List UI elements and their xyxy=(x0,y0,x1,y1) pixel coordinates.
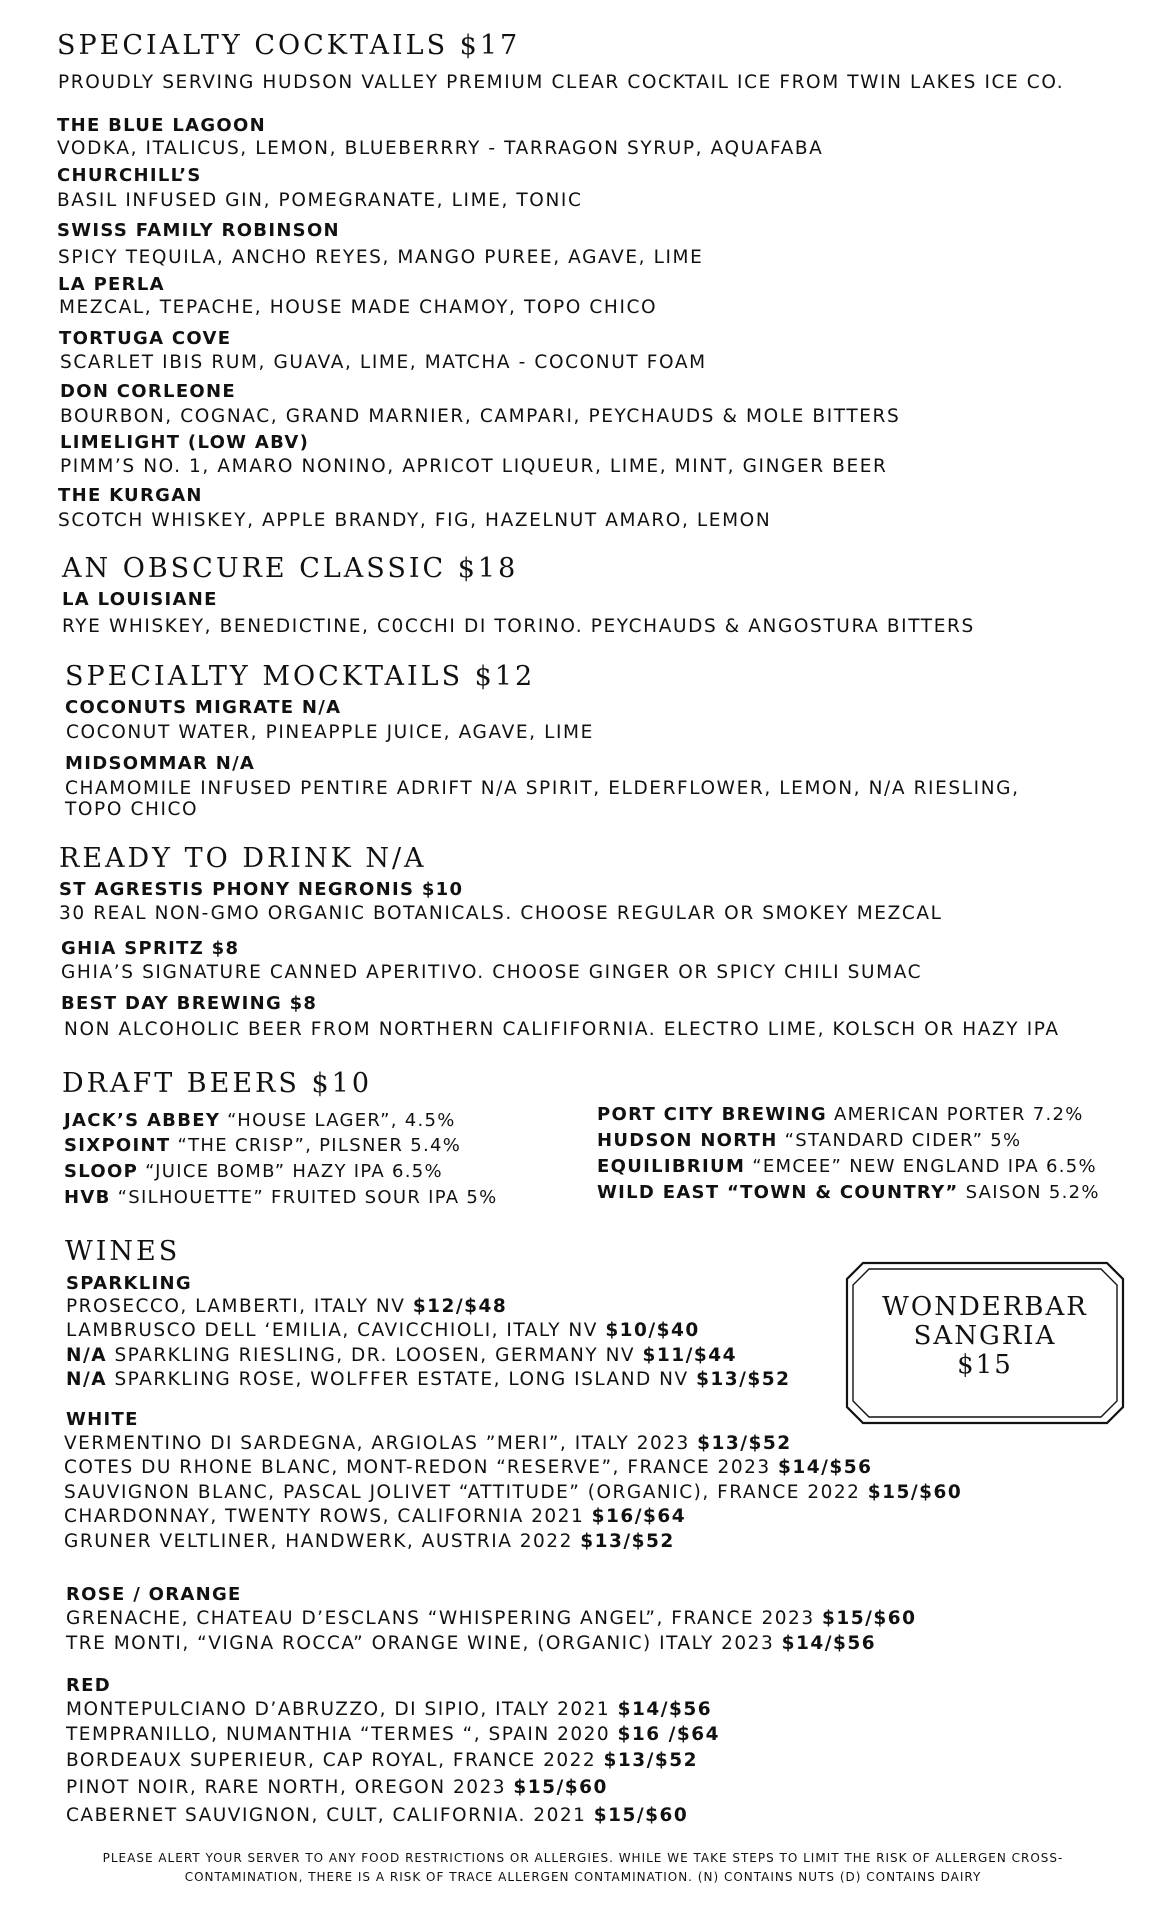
sangria-line1: WONDERBAR xyxy=(882,1292,1088,1322)
cocktail-desc: SCARLET IBIS RUM, GUAVA, LIME, MATCHA - COCONUT FOAM xyxy=(60,352,707,373)
beer-item xyxy=(597,1156,1097,1177)
mocktail-name: COCONUTS MIGRATE N/A xyxy=(65,697,342,718)
beer-item xyxy=(64,1110,456,1131)
rtd-desc: GHIA’S SIGNATURE CANNED APERITIVO. CHOOSE GINGER OR SPICY CHILI SUMAC xyxy=(61,962,923,983)
beer-details: “HOUSE LAGER”, 4.5% xyxy=(220,1110,456,1131)
cocktail-name: TORTUGA COVE xyxy=(59,328,232,349)
wine-item xyxy=(66,1699,712,1720)
mocktail-desc: COCONUT WATER, PINEAPPLE JUICE, AGAVE, LIME xyxy=(66,722,594,743)
cocktails-subheading: PROUDLY SERVING HUDSON VALLEY PREMIUM CLEAR COCKTAIL ICE FROM TWIN LAKES ICE CO. xyxy=(58,72,1065,93)
allergy-notice-line1: PLEASE ALERT YOUR SERVER TO ANY FOOD RESTRICTIONS OR ALLERGIES. WHILE WE TAKE STEPS TO LIMIT THE RISK OF ALLERGEN CROSS- xyxy=(102,1851,1064,1865)
wine-text: BORDEAUX SUPERIEUR, CAP ROYAL, FRANCE 2022 xyxy=(66,1750,604,1771)
wine-price: $13/$52 xyxy=(603,1750,699,1771)
wine-text: MONTEPULCIANO D’ABRUZZO, DI SIPIO, ITALY 2021 xyxy=(66,1699,618,1720)
wine-item xyxy=(64,1531,675,1552)
wine-text: GRENACHE, CHATEAU D’ESCLANS “WHISPERING ANGEL”, FRANCE 2023 xyxy=(66,1608,822,1629)
sangria-line2: SANGRIA xyxy=(913,1321,1057,1351)
beer-brand: HUDSON NORTH xyxy=(597,1130,778,1151)
wine-item xyxy=(64,1433,792,1454)
mocktail-name: MIDSOMMAR N/A xyxy=(65,753,256,774)
wine-price: $11/$44 xyxy=(642,1345,737,1366)
beer-brand: SIXPOINT xyxy=(64,1135,171,1156)
beer-brand: EQUILIBRIUM xyxy=(597,1156,746,1177)
classic-heading: AN OBSCURE CLASSIC $18 xyxy=(62,553,519,584)
wine-item xyxy=(66,1805,688,1826)
wine-category-red: RED xyxy=(66,1675,111,1696)
wine-na-tag: N/A xyxy=(66,1345,108,1366)
wine-item xyxy=(66,1777,608,1798)
rtd-desc: 30 REAL NON-GMO ORGANIC BOTANICALS. CHOOSE REGULAR OR SMOKEY MEZCAL xyxy=(59,903,943,924)
beer-brand: PORT CITY BREWING xyxy=(597,1104,827,1125)
beer-details: “THE CRISP”, PILSNER 5.4% xyxy=(170,1135,462,1156)
sangria-price: $15 xyxy=(957,1350,1013,1380)
wine-item xyxy=(64,1457,873,1478)
wines-heading: WINES xyxy=(65,1236,181,1267)
cocktail-desc: SPICY TEQUILA, ANCHO REYES, MANGO PUREE, AGAVE, LIME xyxy=(58,247,704,268)
cocktail-desc: BASIL INFUSED GIN, POMEGRANATE, LIME, TONIC xyxy=(57,190,583,211)
mocktails-heading: SPECIALTY MOCKTAILS $12 xyxy=(65,661,536,692)
wine-na-tag: N/A xyxy=(66,1369,108,1390)
wine-text: PINOT NOIR, RARE NORTH, OREGON 2023 xyxy=(66,1777,514,1798)
beer-item xyxy=(597,1182,1100,1203)
rtd-name: BEST DAY BREWING $8 xyxy=(61,993,318,1014)
wine-item xyxy=(66,1750,698,1771)
wine-category-sparkling: SPARKLING xyxy=(66,1273,192,1294)
wine-price: $16/$64 xyxy=(591,1506,687,1527)
wine-text: SPARKLING RIESLING, DR. LOOSEN, GERMANY NV xyxy=(107,1345,643,1366)
rtd-name: ST AGRESTIS PHONY NEGRONIS $10 xyxy=(59,879,464,900)
beers-heading: DRAFT BEERS $10 xyxy=(62,1068,373,1099)
wine-price: $13/$52 xyxy=(696,1369,791,1390)
beer-details: AMERICAN PORTER 7.2% xyxy=(826,1104,1084,1125)
beer-brand: JACK’S ABBEY xyxy=(64,1110,221,1131)
wine-price: $15/$60 xyxy=(821,1608,917,1629)
wine-item xyxy=(64,1482,962,1503)
beer-item xyxy=(597,1130,1021,1151)
wine-price: $15/$60 xyxy=(513,1777,608,1798)
wine-text: SAUVIGNON BLANC, PASCAL JOLIVET “ATTITUDE” (ORGANIC), FRANCE 2022 xyxy=(64,1482,868,1503)
cocktail-desc: MEZCAL, TEPACHE, HOUSE MADE CHAMOY, TOPO CHICO xyxy=(59,297,658,318)
beer-brand: HVB xyxy=(64,1187,111,1208)
wine-price: $12/$48 xyxy=(412,1296,508,1317)
beer-item xyxy=(597,1104,1084,1125)
cocktail-desc: PIMM’S NO. 1, AMARO NONINO, APRICOT LIQUEUR, LIME, MINT, GINGER BEER xyxy=(60,456,888,477)
cocktail-name: LA PERLA xyxy=(58,274,165,295)
mocktail-desc-continued: TOPO CHICO xyxy=(65,799,199,820)
cocktails-heading: SPECIALTY COCKTAILS $17 xyxy=(57,30,521,61)
wine-text: CHARDONNAY, TWENTY ROWS, CALIFORNIA 2021 xyxy=(64,1506,592,1527)
beer-details: “SILHOUETTE” FRUITED SOUR IPA 5% xyxy=(110,1187,498,1208)
wine-text: VERMENTINO DI SARDEGNA, ARGIOLAS ”MERI”, ITALY 2023 xyxy=(64,1433,698,1454)
wine-price: $13/$52 xyxy=(580,1531,675,1552)
wine-text: COTES DU RHONE BLANC, MONT-REDON “RESERVE”, FRANCE 2023 xyxy=(64,1457,779,1478)
wine-price: $14/$56 xyxy=(778,1457,873,1478)
beer-item xyxy=(64,1187,498,1208)
beer-item xyxy=(64,1161,443,1182)
wine-price: $15/$60 xyxy=(867,1482,963,1503)
wine-item xyxy=(66,1320,700,1341)
beer-item xyxy=(64,1135,461,1156)
allergy-notice-line2: CONTAMINATION, THERE IS A RISK OF TRACE ALLERGEN CONTAMINATION. (N) CONTAINS NUTS (D) CONTAINS DAIRY xyxy=(184,1870,982,1884)
wine-price: $10/$40 xyxy=(605,1320,700,1341)
cocktail-name: THE KURGAN xyxy=(58,485,203,506)
cocktail-name: SWISS FAMILY ROBINSON xyxy=(57,220,340,241)
wine-item xyxy=(66,1608,916,1629)
classic-desc: RYE WHISKEY, BENEDICTINE, C0CCHI DI TORINO. PEYCHAUDS & ANGOSTURA BITTERS xyxy=(62,616,975,637)
cocktail-name: DON CORLEONE xyxy=(60,381,236,402)
wine-item xyxy=(66,1724,720,1745)
wine-price: $13/$52 xyxy=(697,1433,792,1454)
wine-category-white: WHITE xyxy=(66,1409,139,1430)
wine-price: $15/$60 xyxy=(593,1805,689,1826)
classic-name: LA LOUISIANE xyxy=(62,589,218,610)
rtd-name: GHIA SPRITZ $8 xyxy=(61,938,240,959)
wine-item xyxy=(66,1345,737,1366)
cocktail-name: LIMELIGHT (LOW ABV) xyxy=(60,432,310,453)
wine-item xyxy=(64,1506,686,1527)
wine-text: TEMPRANILLO, NUMANTHIA “TERMES “, SPAIN 2020 xyxy=(66,1724,618,1745)
sangria-box xyxy=(845,1293,1125,1380)
beer-details: SAISON 5.2% xyxy=(958,1182,1100,1203)
wine-text: CABERNET SAUVIGNON, CULT, CALIFORNIA. 2021 xyxy=(66,1805,594,1826)
beer-details: “EMCEE” NEW ENGLAND IPA 6.5% xyxy=(745,1156,1097,1177)
beer-brand: WILD EAST “TOWN & COUNTRY” xyxy=(597,1182,959,1203)
mocktail-desc: CHAMOMILE INFUSED PENTIRE ADRIFT N/A SPIRIT, ELDERFLOWER, LEMON, N/A RIESLING, xyxy=(65,778,1020,799)
wine-text: TRE MONTI, “VIGNA ROCCA” ORANGE WINE, (ORGANIC) ITALY 2023 xyxy=(66,1633,782,1654)
wine-item xyxy=(66,1633,876,1654)
wine-text: LAMBRUSCO DELL ‘EMILIA, CAVICCHIOLI, ITALY NV xyxy=(66,1320,606,1341)
wine-text: GRUNER VELTLINER, HANDWERK, AUSTRIA 2022 xyxy=(64,1531,581,1552)
allergy-notice xyxy=(0,1849,1166,1887)
beer-details: “JUICE BOMB” HAZY IPA 6.5% xyxy=(138,1161,443,1182)
rtd-desc: NON ALCOHOLIC BEER FROM NORTHERN CALIFIFORNIA. ELECTRO LIME, KOLSCH OR HAZY IPA xyxy=(64,1019,1060,1040)
cocktail-desc: VODKA, ITALICUS, LEMON, BLUEBERRRY - TARRAGON SYRUP, AQUAFABA xyxy=(57,138,824,159)
rtd-heading: READY TO DRINK N/A xyxy=(59,843,427,874)
wine-price: $16 /$64 xyxy=(617,1724,720,1745)
wine-item xyxy=(66,1369,791,1390)
cocktail-name: THE BLUE LAGOON xyxy=(57,115,266,136)
wine-text: SPARKLING ROSE, WOLFFER ESTATE, LONG ISLAND NV xyxy=(107,1369,697,1390)
beer-brand: SLOOP xyxy=(64,1161,139,1182)
wine-price: $14/$56 xyxy=(617,1699,713,1720)
cocktail-desc: SCOTCH WHISKEY, APPLE BRANDY, FIG, HAZELNUT AMARO, LEMON xyxy=(58,510,772,531)
cocktail-desc: BOURBON, COGNAC, GRAND MARNIER, CAMPARI, PEYCHAUDS & MOLE BITTERS xyxy=(60,406,901,427)
wine-item xyxy=(66,1296,507,1317)
wine-text: PROSECCO, LAMBERTI, ITALY NV xyxy=(66,1296,413,1317)
wine-category-rose-orange: ROSE / ORANGE xyxy=(66,1584,242,1605)
wine-price: $14/$56 xyxy=(781,1633,877,1654)
beer-details: “STANDARD CIDER” 5% xyxy=(777,1130,1022,1151)
cocktail-name: CHURCHILL’S xyxy=(57,165,202,186)
